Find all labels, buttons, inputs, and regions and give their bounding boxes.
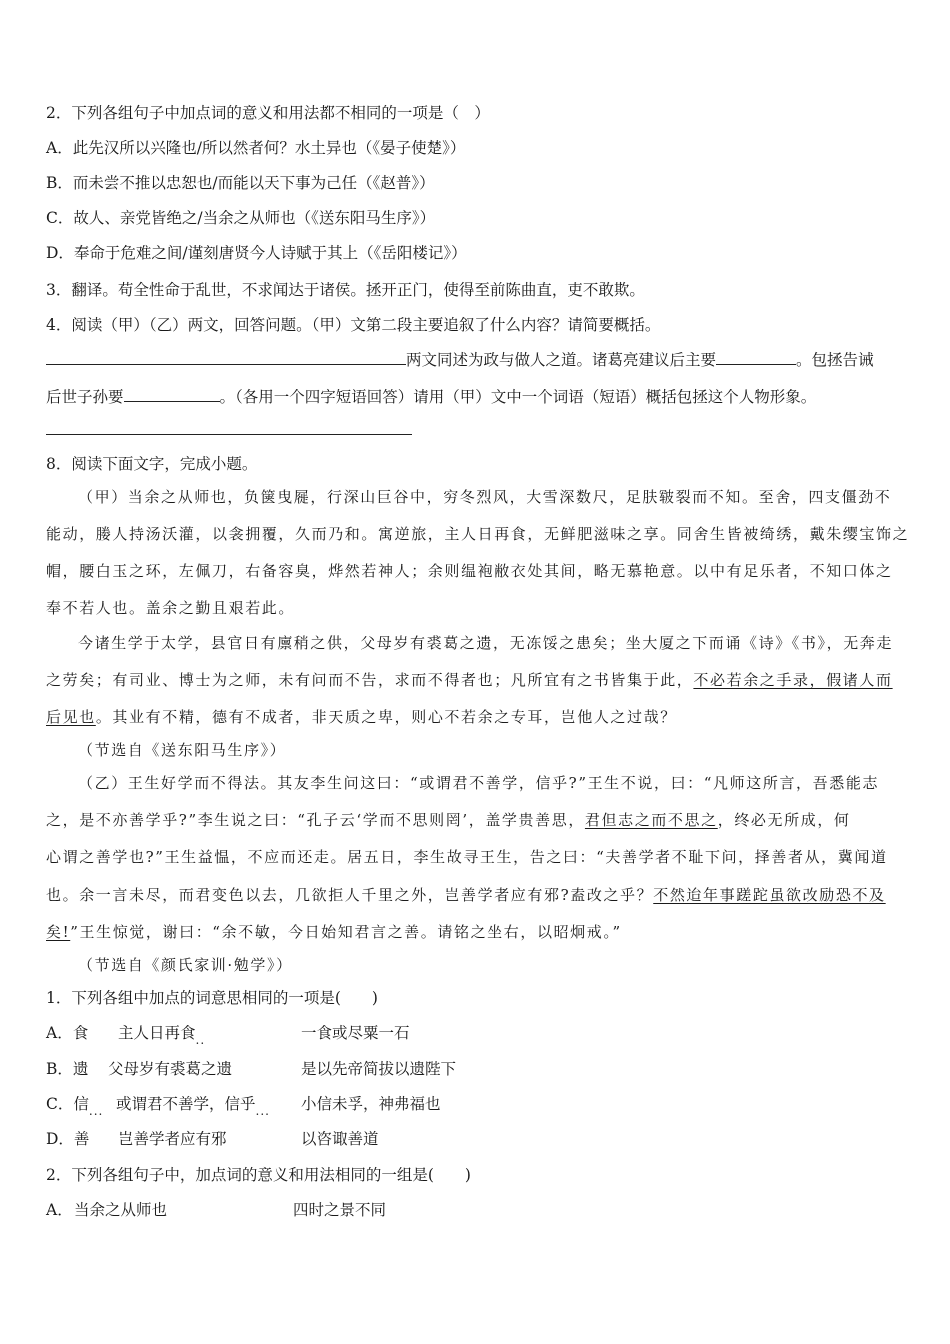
option-label: B．遗 xyxy=(46,1060,89,1078)
sub-question-1-option-d xyxy=(46,1129,906,1151)
question-2-option-c: C．故人、亲党皆绝之/当余之从师也（《送东阳马生序》） xyxy=(46,209,436,227)
answer-blank-3[interactable] xyxy=(124,385,220,402)
option-label: C．信$_{...}$ xyxy=(46,1095,104,1118)
passage-yi-line-5 xyxy=(46,922,622,942)
sub-question-1-stem: 1．下列各组中加点的词意思相同的一项是( ) xyxy=(46,989,378,1007)
emphasis-dots: ... xyxy=(88,1104,104,1118)
passage-text: 也。余一言未尽，而君变色以去，几欲拒人千里之外，岂善学者应有邪?盍改之乎？ xyxy=(46,886,654,904)
sub-question-1-option-c xyxy=(46,1094,906,1116)
answer-blank-4[interactable] xyxy=(46,418,412,435)
passage-text: 之劳矣；有司业、博士为之师，未有问而不告，求而不得者也；凡所宜有之书皆集于此， xyxy=(46,671,694,689)
option-right-sentence: 是以先帝简拔以遗陛下 xyxy=(301,1060,457,1078)
option-right-sentence: 以咨诹善道 xyxy=(301,1130,379,1148)
sub-question-1-option-b xyxy=(46,1059,906,1081)
underlined-sentence: 矣! xyxy=(46,923,71,941)
question-4-text-start: 后世子孙要 xyxy=(46,388,124,406)
passage-text: 之，是不亦善学乎?”李生说之曰：“孔子云‘学而不思则罔’，盖学贵善思， xyxy=(46,811,585,829)
sub-question-2-option-a xyxy=(46,1200,906,1222)
option-left-sentence: 主人日再食$_{..}$ xyxy=(118,1024,206,1047)
sub-question-1-option-a xyxy=(46,1023,906,1045)
option-label: D．善 xyxy=(46,1130,90,1148)
question-2-option-b: B．而未尝不推以忠恕也/而能以天下事为己任（《赵普》） xyxy=(46,174,435,192)
passage-text: ”王生惊觉，谢曰：“余不敏，今日始知君言之善。请铭之坐右，以昭炯戒。” xyxy=(70,923,622,941)
underlined-sentence: 君但志之而不思之 xyxy=(584,811,718,829)
sub-question-2-stem: 2．下列各组句子中，加点词的意义和用法相同的一组是( ) xyxy=(46,1166,471,1184)
option-right-sentence: 四时之景不同 xyxy=(293,1201,387,1219)
question-4-text-rest: 。（各用一个四字短语回答）请用（甲）文中一个词语（短语）概括包拯这个人物形象。 xyxy=(219,388,817,406)
option-right-sentence: 小信未孚，神弗福也 xyxy=(301,1095,441,1113)
passage-yi-line-3: 心谓之善学也?”王生益愠，不应而还走。居五日，李生故寻王生，告之曰：“夫善学者不耻下问，择善者从，冀闻道 xyxy=(46,848,888,866)
question-8-title: 8．阅读下面文字，完成小题。 xyxy=(46,455,258,473)
passage-jia-line-3: 帽，腰白玉之环，左佩刀，右备容臭，烨然若神人；余则缊袍敝衣处其间，略无慕艳意。以中有足乐者，不知口体之 xyxy=(46,562,893,580)
option-left-sentence: 或谓君不善学，信乎$_{...}$ xyxy=(116,1095,270,1118)
passage-jia-line-2: 能动，媵人持汤沃灌，以衾拥覆，久而乃和。寓逆旅，主人日再食，无鲜肥滋味之享。同舍生皆被绮绣，戴朱缨宝饰之 xyxy=(46,525,910,543)
passage-text: ，终必无所成，何 xyxy=(717,811,851,829)
passage-yi-source: （节选自《颜氏家训·勉学》） xyxy=(78,956,293,974)
option-right-sentence: 一食或尽粟一石 xyxy=(301,1024,410,1042)
passage-jia-line-1: （甲）当余之从师也，负箧曳屣，行深山巨谷中，穷冬烈风，大雪深数尺，足肤皲裂而不知。至舍，四支僵劲不 xyxy=(78,488,892,506)
question-2-stem: 2．下列各组句子中加点词的意义和用法都不相同的一项是（ ） xyxy=(46,104,490,122)
question-2-option-a: A．此先汉所以兴隆也/所以然者何？水土异也（《晏子使楚》） xyxy=(46,139,466,157)
question-4-line-1: 4．阅读（甲）（乙）两文，回答问题。（甲）文第二段主要追叙了什么内容？请简要概括。 xyxy=(46,316,661,334)
option-label: A．食 xyxy=(46,1024,89,1042)
option-left-sentence: 岂善学者应有邪 xyxy=(118,1130,227,1148)
passage-jia-line-4: 奉不若人也。盖余之勤且艰若此。 xyxy=(46,599,296,617)
option-left-sentence: 当余之从师也 xyxy=(74,1201,168,1219)
passage-yi-line-1: （乙）王生好学而不得法。其友李生问这曰：“或谓君不善学，信乎?”王生不说，曰：“凡师这所言，吾悉能志 xyxy=(78,774,880,792)
question-4-text: 两文同述为政与做人之道。诸葛亮建议后主要 xyxy=(406,351,717,369)
question-4-line-3 xyxy=(46,385,816,407)
passage-jia-para2-line-3 xyxy=(46,707,677,727)
passage-text: 。其业有不精，德有不成者，非天质之卑，则心不若余之专耳，岂他人之过哉？ xyxy=(95,708,677,726)
underlined-sentence: 不然迨年事蹉跎虽欲改励恐不及 xyxy=(653,886,886,904)
passage-jia-para2-line-1: 今诸生学于太学，县官日有廪稍之供，父母岁有裘葛之遗，无冻馁之患矣；坐大厦之下而诵《诗》《书》，无奔走 xyxy=(78,634,894,652)
emphasis-dots: .. xyxy=(195,1033,206,1047)
question-4-line-4 xyxy=(46,418,412,440)
answer-blank-2[interactable] xyxy=(716,348,796,365)
question-2-option-d: D．奉命于危难之间/谨刻唐贤今人诗赋于其上（《岳阳楼记》） xyxy=(46,244,467,262)
passage-yi-line-4 xyxy=(46,885,886,905)
emphasis-dots: ... xyxy=(255,1104,270,1118)
underlined-sentence: 不必若余之手录，假诸人而 xyxy=(693,671,893,689)
passage-yi-line-2 xyxy=(46,810,851,830)
option-label: A． xyxy=(46,1201,73,1219)
answer-blank-1[interactable] xyxy=(46,348,406,365)
question-4-text-end: 。包拯告诫 xyxy=(796,351,874,369)
option-left-sentence: 父母岁有裘葛之遗 xyxy=(108,1060,233,1078)
passage-jia-source: （节选自《送东阳马生序》） xyxy=(78,741,287,759)
question-4-line-2 xyxy=(46,348,874,370)
passage-jia-para2-line-2 xyxy=(46,670,893,690)
underlined-sentence: 后见也 xyxy=(46,708,96,726)
question-3: 3．翻译。苟全性命于乱世，不求闻达于诸侯。拯开正门，使得至前陈曲直，吏不敢欺。 xyxy=(46,281,645,299)
